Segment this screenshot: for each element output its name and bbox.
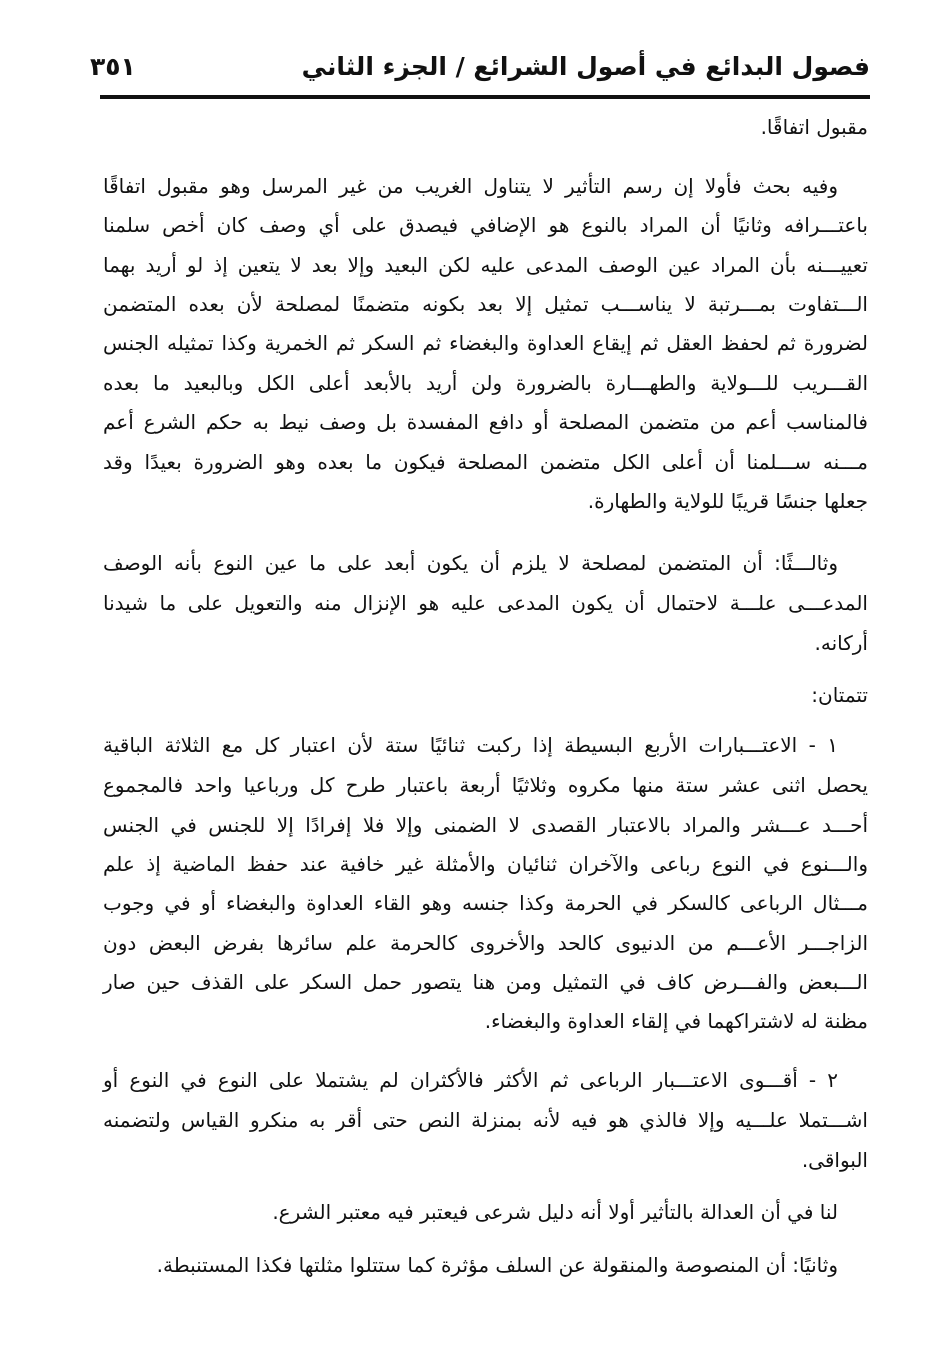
text-line: لنا في أن العدالة بالتأثير أولا أنه دليل شرعى فيعتبر فيه معتبر الشرع. [272, 1200, 838, 1224]
text-line: تعييـــنه بأن المراد عين الوصف المدعى عليه لكن البعيد وإلا بعد لا يتعين إذ لو أريد بهما [103, 253, 868, 277]
text-line: أحـــد عـــشر والمراد بالاعتبار القصدى لا الضمنى وإلا فلا إفرادًا إلا للجنس في الجنس [103, 813, 868, 837]
text-line: جعلها جنسًا قريبًا للولاية والطهارة. [587, 489, 868, 513]
text-line: ١ - الاعتـــبارات الأربع البسيطة إذا ركبت ثنائيًا ستة لأن اعتبار كل مع الثلاثة الباقية [103, 733, 838, 757]
section-heading: تتمتان: [811, 683, 868, 707]
header-rule [100, 95, 870, 99]
page-number: ٣٥١ [90, 52, 136, 81]
text-line: الـــتفاوت بمـــرتبة لا يناســـب تمثيل إلا بعد بكونه متضمنًا لمصلحة لأن بعده المتضمن [103, 292, 868, 316]
text-line: المدعـــى علـــة لاحتمال أن يكون المدعى عليه هو الإنزال منه والتعويل على ما شيدنا [103, 591, 868, 615]
text-line: ٢ - أقـــوى الاعتـــبار الرباعى ثم الأكثر فالأكثران لم يشتملا على النوع في النوع أو [103, 1068, 838, 1092]
text-line: والـــنوع في النوع رباعى والآخران ثنائيان والأمثلة غير خافية عند حفظ الماضية إذ علم [103, 852, 868, 876]
text-line: فالمناسب أعم من متضمن المصلحة أو دافع المفسدة بل وصف نيط به حكم الشرع أعم [103, 410, 868, 434]
text-line: أركانه. [814, 631, 868, 655]
text-line: وفيه بحث فأولا إن رسم التأثير لا يتناول الغريب من غير المرسل وهو مقبول اتفاقًا [103, 174, 838, 198]
text-line: البواقى. [801, 1148, 868, 1172]
running-header-title: فصول البدائع في أصول الشرائع / الجزء الثاني [301, 52, 870, 81]
text-line: وثالـــثًا: أن المتضمن لمصلحة لا يلزم أن يكون أبعد على ما عين النوع بأنه الوصف [103, 551, 838, 575]
text-line: مقبول اتفاقًا. [760, 115, 868, 139]
text-line: باعتـــرافه وثانيًا أن المراد بالنوع هو الإضافي فيصدق على أي وصف كان أخص سلمنا [103, 213, 868, 237]
text-line: لضرورة ثم لحفظ العقل ثم إيقاع العداوة والبغضاء ثم السكر ثم الخمرية وكذا تمثيله الجنس [103, 331, 868, 355]
text-line: مظنة له لاشتراكهما في إلقاء العداوة والبغضاء. [484, 1009, 868, 1033]
text-line: الـــبعض والفـــرض كاف في التمثيل ومن هنا يتصور حمل السكر على القذف حين صار [103, 970, 868, 994]
text-line: القـــريب للـــولاية والطهـــارة بالضرورة ولن أريد بالأبعد أعلى الكل وبالبعيد ما بعده [103, 371, 868, 395]
text-line: وثانيًا: أن المنصوصة والمنقولة عن السلف مؤثرة كما ستتلوا مثلتها فكذا المستنبطة. [156, 1253, 838, 1277]
text-line: مـــنه ســـلمنا أن أعلى الكل متضمن المصلحة فيكون ما بعده وهو الضرورة بعيدًا وقد [103, 450, 868, 474]
text-line: مـــثال الرباعى كالسكر في الحرمة وكذا جنسه وهو القاء العداوة والبغضاء أو في وجوب [103, 891, 868, 915]
text-line: يحصل اثنى عشر ستة منها مكروه وثلاثيًا أربعة باعتبار طرح كل ورباعيا واحد فالمجموع [103, 773, 868, 797]
text-line: الزاجـــر الأعـــم من الدنيوى كالحد والأخروى كالحرمة علم سائرها بفرض البعض دون [103, 931, 868, 955]
text-line: اشـــتملا علـــيه وإلا فالذي هو فيه لأنه بمنزلة النص حتى أقر به منكرو القياس ولتضمنه [103, 1108, 868, 1132]
